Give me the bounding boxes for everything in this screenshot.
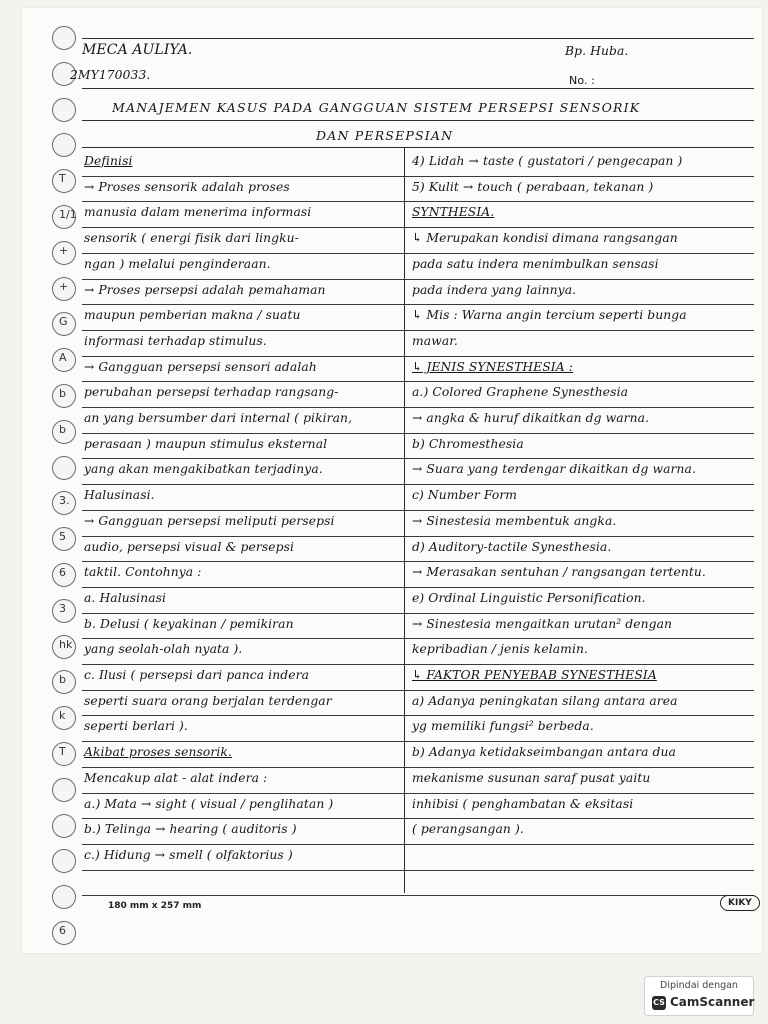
right-line: 4) Lidah → taste ( gustatori / pengecapan ) xyxy=(412,154,683,168)
binder-hole xyxy=(52,635,76,659)
binder-hole xyxy=(52,849,76,873)
ruled-line xyxy=(82,741,754,742)
right-line: inhibisi ( penghambatan & eksitasi xyxy=(412,797,634,811)
ruled-line xyxy=(82,613,754,614)
right-line: → angka & huruf dikaitkan dg warna. xyxy=(412,411,650,425)
no-label: No. : xyxy=(569,74,595,87)
ruled-line xyxy=(82,870,754,871)
title-rule-2 xyxy=(82,147,754,148)
title-line-2: DAN PERSEPSIAN xyxy=(316,128,454,143)
ruled-line xyxy=(82,715,754,716)
hole-mark: 6 xyxy=(59,924,66,937)
right-line: mekanisme susunan saraf pusat yaitu xyxy=(412,771,651,785)
binder-hole xyxy=(52,420,76,444)
left-line: Mencakup alat - alat indera : xyxy=(84,771,268,785)
hole-mark: b xyxy=(59,673,66,686)
bp-label: Bp. Huba. xyxy=(565,44,629,58)
left-line: Halusinasi. xyxy=(84,488,155,502)
binder-hole xyxy=(52,241,76,265)
ruled-line xyxy=(82,279,754,280)
right-line: kepribadian / jenis kelamin. xyxy=(412,642,589,656)
binder-hole xyxy=(52,814,76,838)
binder-hole xyxy=(52,312,76,336)
ruled-line xyxy=(82,407,754,408)
hole-mark: 6 xyxy=(59,566,66,579)
binder-hole xyxy=(52,98,76,122)
left-line: ngan ) melalui penginderaan. xyxy=(84,257,271,271)
ruled-line xyxy=(82,767,754,768)
left-line: b. Delusi ( keyakinan / pemikiran xyxy=(84,617,294,631)
left-line: Definisi xyxy=(84,154,133,168)
right-line: SYNTHESIA. xyxy=(412,205,495,219)
hole-mark: A xyxy=(59,351,67,364)
binder-hole xyxy=(52,169,76,193)
left-line: informasi terhadap stimulus. xyxy=(84,334,267,348)
hole-mark: G xyxy=(59,315,68,328)
right-line: a) Adanya peningkatan silang antara area xyxy=(412,694,678,708)
right-line: e) Ordinal Linguistic Personification. xyxy=(412,591,646,605)
ruled-line xyxy=(82,176,754,177)
ruled-line xyxy=(82,458,754,459)
left-line: maupun pemberian makna / suatu xyxy=(84,308,301,322)
hole-mark: hk xyxy=(59,638,73,651)
title-line-1: MANAJEMEN KASUS PADA GANGGUAN SISTEM PERSEPSI SENSORIK xyxy=(112,100,641,115)
binder-hole xyxy=(52,527,76,551)
left-line: b.) Telinga → hearing ( auditoris ) xyxy=(84,822,297,836)
left-line: c.) Hidung → smell ( olfaktorius ) xyxy=(84,848,293,862)
binder-hole xyxy=(52,277,76,301)
right-line: → Sinestesia mengaitkan urutan² dengan xyxy=(412,617,673,631)
binder-hole xyxy=(52,599,76,623)
ruled-line xyxy=(82,510,754,511)
ruled-line xyxy=(82,536,754,537)
ruled-line xyxy=(82,227,754,228)
binder-hole xyxy=(52,670,76,694)
ruled-line xyxy=(82,818,754,819)
hole-mark: + xyxy=(59,244,69,257)
left-line: yang akan mengakibatkan terjadinya. xyxy=(84,462,323,476)
hole-mark: 3. xyxy=(59,494,70,507)
hole-mark: b xyxy=(59,423,66,436)
right-line: → Merasakan sentuhan / rangsangan tertentu. xyxy=(412,565,706,579)
left-line: taktil. Contohnya : xyxy=(84,565,202,579)
right-line: ( perangsangan ). xyxy=(412,822,524,836)
ruled-line xyxy=(82,638,754,639)
binder-hole xyxy=(52,706,76,730)
right-line: d) Auditory-tactile Synesthesia. xyxy=(412,540,612,554)
right-line: → Suara yang terdengar dikaitkan dg warna. xyxy=(412,462,696,476)
header-rule xyxy=(82,88,754,89)
left-line: → Proses persepsi adalah pemahaman xyxy=(84,283,326,297)
ruled-line xyxy=(82,201,754,202)
top-rule xyxy=(82,38,754,39)
right-line: pada indera yang lainnya. xyxy=(412,283,577,297)
right-line: c) Number Form xyxy=(412,488,518,502)
right-line: 5) Kulit → touch ( perabaan, tekanan ) xyxy=(412,180,654,194)
right-line: b) Chromesthesia xyxy=(412,437,524,451)
left-line: a. Halusinasi xyxy=(84,591,167,605)
left-line: sensorik ( energi fisik dari lingku- xyxy=(84,231,299,245)
left-line: → Gangguan persepsi meliputi persepsi xyxy=(84,514,335,528)
student-name: MECA AULIYA. xyxy=(82,42,193,58)
right-line: mawar. xyxy=(412,334,458,348)
ruled-line xyxy=(82,381,754,382)
binder-hole xyxy=(52,456,76,480)
left-line: perubahan persepsi terhadap rangsang- xyxy=(84,385,339,399)
left-line: seperti suara orang berjalan terdengar xyxy=(84,694,332,708)
notebook-page xyxy=(22,8,762,953)
left-line: c. Ilusi ( persepsi dari panca indera xyxy=(84,668,309,682)
right-line: pada satu indera menimbulkan sensasi xyxy=(412,257,659,271)
ruled-line xyxy=(82,664,754,665)
hole-mark: T xyxy=(59,172,66,185)
camscanner-logo-icon: CS xyxy=(652,996,666,1010)
right-line: b) Adanya ketidakseimbangan antara dua xyxy=(412,745,676,759)
hole-mark: 1/1 xyxy=(59,208,77,221)
ruled-line xyxy=(82,304,754,305)
binder-hole xyxy=(52,26,76,50)
right-line: ↳ Mis : Warna angin tercium seperti bunga xyxy=(412,308,687,322)
column-divider xyxy=(404,147,405,893)
ruled-line xyxy=(82,356,754,357)
ruled-line xyxy=(82,253,754,254)
camscanner-name: CamScanner xyxy=(670,995,755,1009)
right-line: ↳ JENIS SYNESTHESIA : xyxy=(412,360,573,374)
camscanner-watermark[interactable] xyxy=(644,976,754,1016)
binder-hole xyxy=(52,491,76,515)
paper-size-label: 180 mm x 257 mm xyxy=(108,901,202,911)
ruled-line xyxy=(82,895,754,896)
binder-hole xyxy=(52,563,76,587)
title-rule-1 xyxy=(82,120,754,121)
camscanner-caption: Dipindai dengan xyxy=(660,980,738,991)
ruled-line xyxy=(82,844,754,845)
ruled-line xyxy=(82,690,754,691)
left-line: Akibat proses sensorik. xyxy=(84,745,232,759)
binder-hole xyxy=(52,778,76,802)
binder-hole xyxy=(52,205,76,229)
hole-mark: 5 xyxy=(59,530,66,543)
hole-mark: 3 xyxy=(59,602,66,615)
ruled-line xyxy=(82,793,754,794)
right-line: yg memiliki fungsi² berbeda. xyxy=(412,719,594,733)
binder-holes xyxy=(52,26,86,961)
right-line: ↳ Merupakan kondisi dimana rangsangan xyxy=(412,231,678,245)
left-line: an yang bersumber dari internal ( pikiran, xyxy=(84,411,353,425)
left-line: audio, persepsi visual & persepsi xyxy=(84,540,295,554)
ruled-line xyxy=(82,561,754,562)
ruled-line xyxy=(82,330,754,331)
ruled-line xyxy=(82,484,754,485)
binder-hole xyxy=(52,885,76,909)
left-line: → Gangguan persepsi sensori adalah xyxy=(84,360,317,374)
student-id: 2MY170033. xyxy=(70,68,151,82)
notebook-brand-badge: KIKY xyxy=(720,895,760,911)
binder-hole xyxy=(52,348,76,372)
left-line: seperti berlari ). xyxy=(84,719,188,733)
hole-mark: + xyxy=(59,280,69,293)
right-line: a.) Colored Graphene Synesthesia xyxy=(412,385,629,399)
hole-mark: b xyxy=(59,387,66,400)
left-line: manusia dalam menerima informasi xyxy=(84,205,312,219)
binder-hole xyxy=(52,133,76,157)
left-line: a.) Mata → sight ( visual / penglihatan ) xyxy=(84,797,334,811)
ruled-line xyxy=(82,587,754,588)
ruled-line xyxy=(82,433,754,434)
hole-mark: k xyxy=(59,709,66,722)
left-line: perasaan ) maupun stimulus eksternal xyxy=(84,437,328,451)
left-line: yang seolah-olah nyata ). xyxy=(84,642,243,656)
right-line: → Sinestesia membentuk angka. xyxy=(412,514,617,528)
right-line: ↳ FAKTOR PENYEBAB SYNESTHESIA xyxy=(412,668,657,682)
left-line: → Proses sensorik adalah proses xyxy=(84,180,290,194)
binder-hole xyxy=(52,742,76,766)
hole-mark: T xyxy=(59,745,66,758)
binder-hole xyxy=(52,921,76,945)
binder-hole xyxy=(52,384,76,408)
